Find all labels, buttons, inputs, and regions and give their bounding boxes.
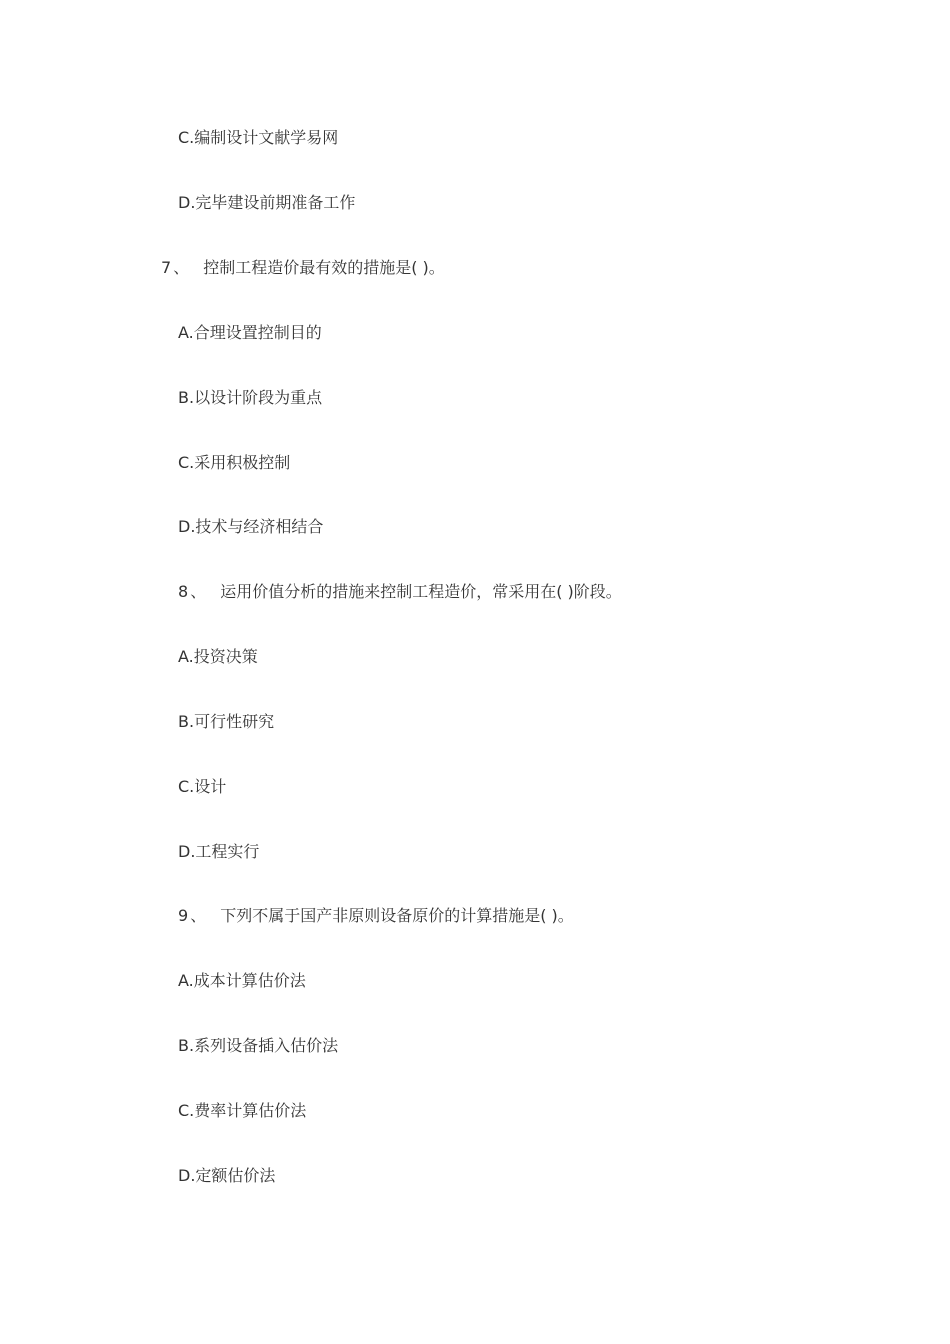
- q7-option-a: A.合理设置控制目的: [178, 323, 322, 342]
- q9-option-c: C.费率计算估价法: [178, 1101, 307, 1120]
- q8-option-b: B.可行性研究: [178, 712, 275, 731]
- q9-option-d: D.定额估价法: [178, 1166, 276, 1185]
- q7-stem-text: 控制工程造价最有效的措施是( )。: [203, 258, 445, 277]
- q8-option-d: D.工程实行: [178, 842, 260, 861]
- q7-option-b: B.以设计阶段为重点: [178, 388, 323, 407]
- q9-stem: [178, 906, 574, 926]
- q8-number: 8: [178, 582, 189, 601]
- q9-separator: 、: [190, 906, 207, 925]
- q9-stem-text: 下列不属于国产非原则设备原价的计算措施是( )。: [220, 906, 574, 925]
- q9-option-b: B.系列设备插入估价法: [178, 1036, 339, 1055]
- q8-option-a: A.投资决策: [178, 647, 258, 666]
- q7-separator: 、: [173, 258, 190, 277]
- q6-option-d: D.完毕建设前期准备工作: [178, 193, 356, 212]
- q9-option-a: A.成本计算估价法: [178, 971, 306, 990]
- q8-separator: 、: [190, 582, 207, 601]
- q7-option-c: C.采用积极控制: [178, 453, 291, 472]
- q7-number: 7: [161, 258, 172, 277]
- q8-option-c: C.设计: [178, 777, 227, 796]
- q8-stem: [178, 582, 622, 602]
- q8-stem-text: 运用价值分析的措施来控制工程造价，常采用在( )阶段。: [220, 582, 622, 601]
- q7-option-d: D.技术与经济相结合: [178, 517, 324, 536]
- q9-number: 9: [178, 906, 189, 925]
- q6-option-c: C.编制设计文献学易网: [178, 128, 339, 147]
- q7-stem: [161, 258, 445, 278]
